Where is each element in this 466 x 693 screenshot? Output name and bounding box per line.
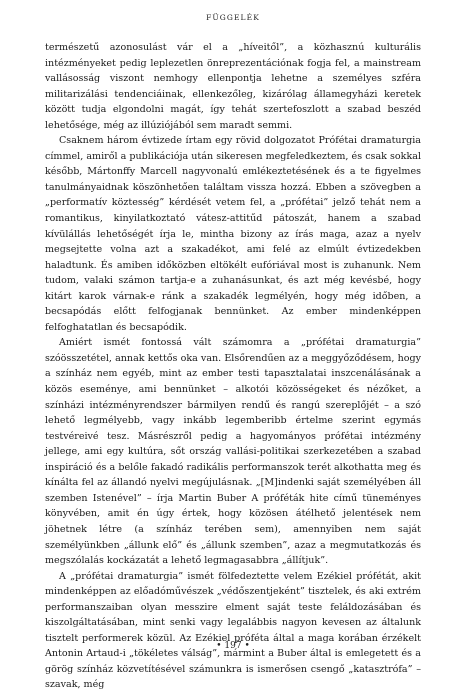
paragraph-3: Amiért ismét fontossá vált számomra a „prófétai dramaturgia” szóösszetétel, annak kettős oka van. Elsőrendűen az a meggyőződésem, hogy a színház nem egyéb, mint az ember testi tapasztalatai inszcenálásának a közös eseménye, ami bennünket – alkotói közösségeket és nézőket, a színházi intézményrendszer bármilyen rendű és rangú szereplőjét – a szó lehető legmélyebb, vagy inkább legemberibb értelme szerint egymás testvéreivé tesz. Másrészről pedig a hagyományos prófétai intézmény jellege, ami egy kultúra, sőt ország vallási-politikai szerkezetében a szabad inspiráció és a belőle fakadó radikális performanszok terét alkothatta meg és kínálta fel az állandó nyelvi megújulásnak. „[M]indenki saját személyében áll szemben Istenével” – írja Martin Buber A próféták hite című tüneményes könyvében, amit én úgy értek, hogy közösen átélhető jelentések nem jöhetnek létre (a színház terében sem), amennyiben nem saját személyünkben „állunk elő” és „állunk szemben”, azaz a megmutatkozás és megszólalás kockázatát a lehető legmagasabbra „állítjuk”. — [45, 337, 421, 567]
paragraph-4: A „prófétai dramaturgia” ismét fölfedeztette velem Ezékiel prófétát, akit mindenképpen az előadóművészek „védőszentjeként” tisztelek, és aki extrém performanszaiban olyan messzire elment saját teste feláldozásában és kiszolgáltatásában, mint senki vagy legalábbis nagyon kevesen az általunk tisztelt performerek közül. Az Ezékiel próféta által a maga korában érzékelt Antonin Artaud-i „tökéletes válság”, mármint a Buber által is emlegetett és a görög színház közvetítésével számunkra is ismerősen csengő „katasztrófa” – szavak, még — [45, 570, 421, 691]
body-text — [45, 40, 421, 693]
paragraph-1: természetű azonosulást vár el a „híveitől”, a közhasznú kulturális intézményeket pedig leplezetlen önreprezentációnak fogja fel, a mainstream vallásosság viszont nemhogy ellenpontja lehetne a személyes szféra militarizálási tendenciáinak, ellenkezőleg, kizárólag államegyházi keretek között tudja elgondolni magát, így tehát szertefoszlott a szabad beszéd lehetősége, még az illúziójából sem maradt semmi. — [45, 42, 421, 131]
page-number: • 197 • — [216, 641, 250, 651]
running-head: FÜGGELÉK — [206, 13, 260, 22]
paragraph-2: Csaknem három évtizede írtam egy rövid dolgozatot Prófétai dramaturgia címmel, amiről a publikációja után sikeresen megfeledkeztem, és csak sokkal később, Mártonffy Marcell nagyvonalú emlékeztetésének és a te figyelmes tanulmányaidnak köszönhetően találtam vissza hozzá. Ebben a szövegben a „performatív köztesség” kérdését vetem fel, a „prófétai” jelző tehát nem a romantikus, kinyilatkoztató vátesz-attitűd pátoszát, hanem a szabad kívülállás lehetőségét írja le, mintha bizony az írás maga, azaz a nyelv megsejtette volna azt a szakadékot, ami felé az elmúlt évtizedekben haladtunk. És amiben időközben eltökélt eufóriával most is zuhanunk. Nem tudom, valaki számon tartja-e a zuhanásunkat, és azt még kevésbé, hogy kitárt karok várnak-e ránk a szakadék legmélyén, hogy még időben, a becsapódás előtt felfogjanak bennünket. Az ember mindenképpen felfoghatatlan és becsapódik. — [45, 135, 421, 333]
